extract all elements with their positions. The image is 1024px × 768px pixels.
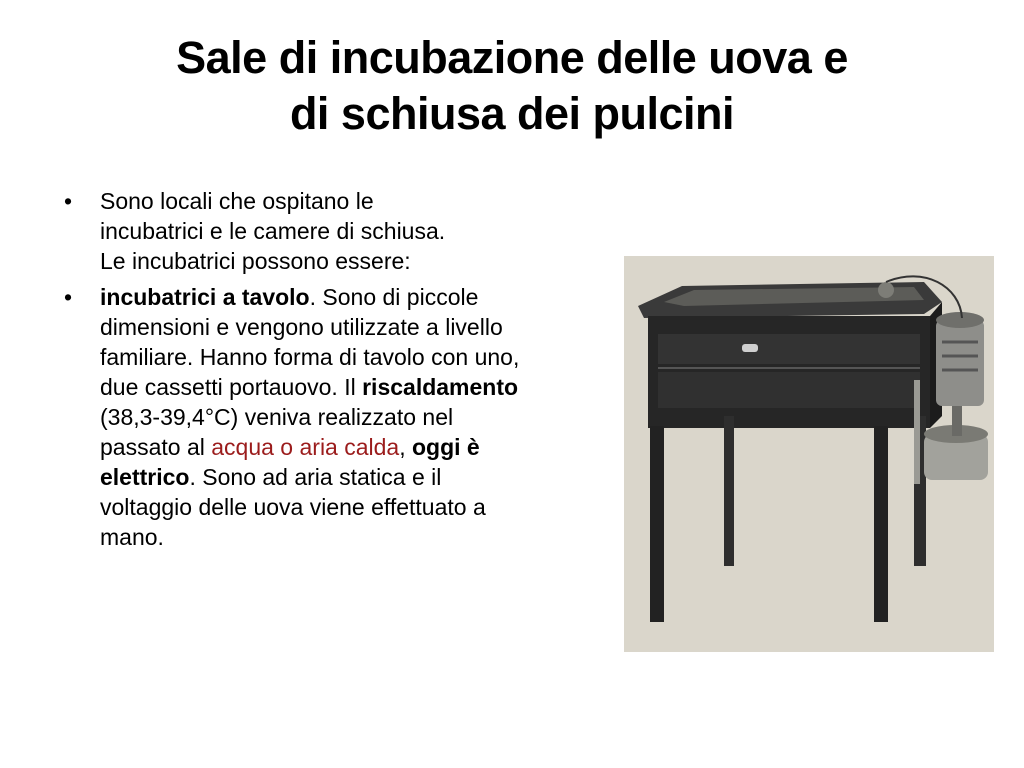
thermometer	[914, 380, 920, 484]
bullet-2-text-2: (38,3-39,4°C) veniva realizzato nel passato al	[100, 404, 454, 460]
bullet-1-line-2: incubatrici e le camere di schiusa.	[100, 218, 446, 244]
bullet-marker: •	[63, 284, 73, 310]
term-incubatrici-a-tavolo: incubatrici a tavolo	[100, 284, 310, 310]
bullet-1-line-1: Sono locali che ospitano le	[100, 188, 374, 214]
table-leg-front-left	[650, 426, 664, 622]
drawer-lower	[658, 372, 920, 408]
bullet-2-text-1: . Sono di piccole dimensioni e vengono utilizzate a livello familiare. Hanno forma di tavolo con uno, due cassetti portauovo. Il	[100, 284, 520, 400]
bullet-item-locali	[58, 186, 538, 276]
incubator-table-illustration	[624, 256, 994, 652]
past-heating-method: acqua o aria calda	[211, 434, 400, 460]
bullet-1-line-3: Le incubatrici possono essere:	[100, 248, 411, 274]
bullet-list	[58, 186, 538, 558]
term-riscaldamento: riscaldamento	[362, 374, 519, 400]
slide-title-line-2: di schiusa dei pulcini	[289, 88, 735, 139]
bullet-2-text-3: . Sono ad aria statica e il voltaggio delle uova viene effettuato a mano.	[100, 464, 486, 550]
bullet-marker: •	[63, 188, 73, 214]
drawer-handle	[742, 344, 758, 352]
heater-column	[936, 320, 984, 406]
drawer-upper	[658, 334, 920, 364]
table-leg-front-right	[874, 426, 888, 622]
term-oggi-elettrico: oggi è elettrico	[100, 434, 480, 490]
heater-lamp-top	[936, 312, 984, 328]
table-leg-back-left	[724, 416, 734, 566]
slide-title	[40, 30, 984, 142]
incubator-photo	[624, 256, 994, 652]
slide-title-line-1: Sale di incubazione delle uova e	[176, 32, 848, 83]
thermostat-knob	[878, 282, 894, 298]
bullet-2-comma: ,	[399, 434, 412, 460]
heater-stem	[952, 406, 962, 436]
bullet-item-incubatrici-a-tavolo	[58, 282, 538, 552]
